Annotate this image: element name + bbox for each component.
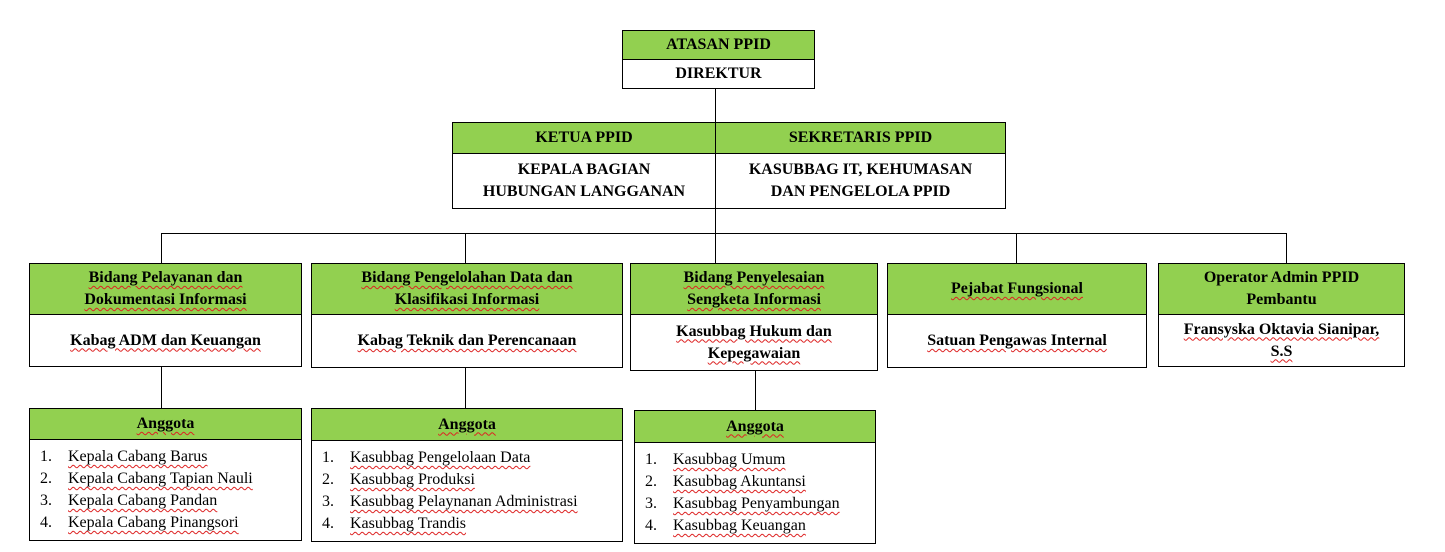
list-item: 4. Kasubbag Keuangan bbox=[645, 517, 806, 534]
connector-bidang1-anggota bbox=[161, 366, 162, 409]
connector-horizontal-bus bbox=[161, 233, 1287, 234]
connector-ketua-bus bbox=[715, 208, 716, 234]
anggota-list bbox=[635, 443, 875, 543]
connector-bidang3-anggota bbox=[755, 370, 756, 411]
bidang-title: Bidang Pengelolahan Data dan Klasifikasi Informasi bbox=[312, 264, 622, 315]
ketua-ppid-name: KEPALA BAGIAN HUBUNGAN LANGGANAN bbox=[482, 161, 686, 200]
bidang-name: Kabag ADM dan Keuangan bbox=[70, 331, 261, 349]
anggota-list bbox=[312, 441, 622, 541]
atasan-ppid-title: ATASAN PPID bbox=[623, 31, 814, 60]
ketua-ppid-title: KETUA PPID bbox=[453, 123, 715, 154]
list-item: 1. Kasubbag Umum bbox=[645, 451, 786, 468]
anggota-box-2 bbox=[311, 408, 623, 542]
connector-bus-bidang-4 bbox=[1016, 233, 1017, 264]
list-item: 2. Kasubbag Produksi bbox=[322, 471, 475, 488]
anggota-box-1 bbox=[29, 408, 302, 541]
list-item: 1. Kepala Cabang Barus bbox=[40, 448, 208, 465]
sekretaris-ppid-name: KASUBBAG IT, KEHUMASAN DAN PENGELOLA PPID bbox=[748, 161, 973, 200]
bidang-name: Kabag Teknik dan Perencanaan bbox=[357, 332, 577, 349]
bidang-name: Fransyska Oktavia Sianipar, S.S bbox=[1183, 320, 1380, 360]
atasan-ppid-name: DIREKTUR bbox=[675, 65, 762, 82]
list-item: 3. Kepala Cabang Pandan bbox=[40, 492, 218, 509]
list-item: 1. Kasubbag Pengelolaan Data bbox=[322, 449, 531, 466]
anggota-list bbox=[30, 440, 301, 540]
list-item: 2. Kasubbag Akuntansi bbox=[645, 473, 806, 490]
sekretaris-ppid-title: SEKRETARIS PPID bbox=[716, 123, 1005, 154]
bidang-penyelesaian-box bbox=[630, 263, 878, 371]
anggota-title: Anggota bbox=[312, 409, 622, 441]
anggota-title: Anggota bbox=[635, 411, 875, 443]
list-item: 4. Kepala Cabang Pinangsori bbox=[40, 514, 239, 531]
connector-atasan-ketua bbox=[715, 88, 716, 123]
list-item: 4. Kasubbag Trandis bbox=[322, 515, 467, 532]
bidang-name: Satuan Pengawas Internal bbox=[927, 332, 1107, 349]
ketua-ppid-box bbox=[452, 122, 716, 209]
list-item: 2. Kepala Cabang Tapian Nauli bbox=[40, 470, 253, 487]
bidang-name: Kasubbag Hukum dan Kepegawaian bbox=[676, 322, 832, 362]
bidang-title: Pejabat Fungsional bbox=[888, 264, 1146, 315]
bidang-pengelolahan-box bbox=[311, 263, 623, 368]
atasan-ppid-box bbox=[622, 30, 815, 89]
list-item: 3. Kasubbag Penyambungan bbox=[645, 495, 840, 512]
operator-admin-box bbox=[1158, 263, 1405, 367]
list-item: 3. Kasubbag Pelaynanan Administrasi bbox=[322, 493, 578, 510]
pejabat-fungsional-box bbox=[887, 263, 1147, 368]
connector-bus-bidang-3 bbox=[715, 233, 716, 264]
bidang-title: Bidang Penyelesaian Sengketa Informasi bbox=[631, 264, 877, 315]
bidang-pelayanan-box bbox=[29, 263, 302, 367]
connector-bus-bidang-2 bbox=[465, 233, 466, 264]
sekretaris-ppid-box bbox=[715, 122, 1006, 209]
connector-bidang2-anggota bbox=[465, 367, 466, 409]
anggota-title: Anggota bbox=[30, 409, 301, 440]
anggota-box-3 bbox=[634, 410, 876, 544]
bidang-title: Bidang Pelayanan dan Dokumentasi Informasi bbox=[30, 264, 301, 315]
connector-bus-bidang-5 bbox=[1286, 233, 1287, 264]
connector-bus-bidang-1 bbox=[161, 233, 162, 264]
bidang-title: Operator Admin PPID Pembantu bbox=[1159, 264, 1404, 315]
